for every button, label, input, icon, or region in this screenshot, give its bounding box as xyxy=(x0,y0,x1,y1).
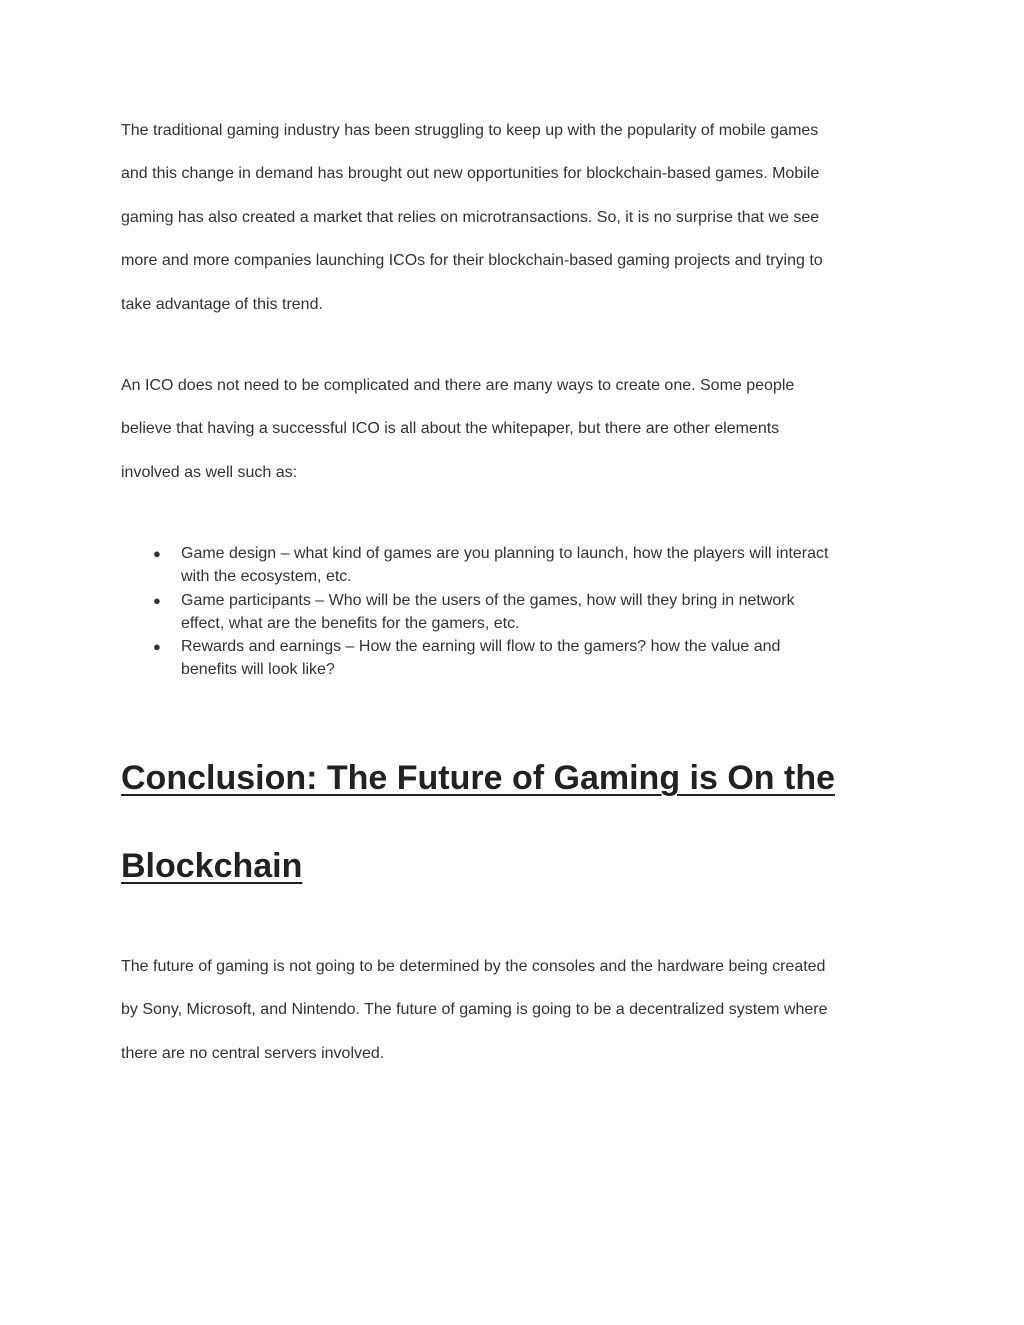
bullet-icon: ● xyxy=(153,592,161,608)
bullet-icon: ● xyxy=(153,639,161,655)
bullet-icon: ● xyxy=(153,546,161,561)
list-item-line: Rewards and earnings – How the earning will flow to the gamers? how the value and xyxy=(181,638,781,656)
list-item-line: with the ecosystem, etc. xyxy=(181,568,352,586)
list-item-line: Game design – what kind of games are you planning to launch, how the players will interact xyxy=(181,545,829,562)
text-line: more and more companies launching ICOs for their blockchain-based gaming projects and trying to xyxy=(121,252,823,270)
text-line: An ICO does not need to be complicated and there are many ways to create one. Some people xyxy=(121,377,795,394)
ico-paragraph xyxy=(121,364,911,494)
list-item-game-participants xyxy=(121,589,911,636)
heading-line: Blockchain xyxy=(121,847,303,885)
text-line: and this change in demand has brought out new opportunities for blockchain-based games. Mobile xyxy=(121,165,820,183)
text-line: there are no central servers involved. xyxy=(121,1044,385,1062)
text-line: The future of gaming is not going to be determined by the consoles and the hardware being created xyxy=(121,958,826,975)
list-item-line: Game participants – Who will be the users of the games, how will they bring in network xyxy=(181,591,795,609)
text-line: involved as well such as: xyxy=(121,463,298,481)
elements-list xyxy=(121,542,911,682)
list-item-game-design xyxy=(121,542,911,589)
intro-paragraph xyxy=(121,109,911,326)
heading-line: Conclusion: The Future of Gaming is On the xyxy=(121,759,835,797)
conclusion-heading xyxy=(121,734,921,910)
list-item-line: effect, what are the benefits for the gamers, etc. xyxy=(181,614,520,632)
list-item-line: benefits will look like? xyxy=(181,661,335,679)
list-item-rewards xyxy=(121,635,911,682)
text-line: gaming has also created a market that relies on microtransactions. So, it is no surprise that we see xyxy=(121,208,820,226)
conclusion-paragraph xyxy=(121,945,911,1075)
text-line: believe that having a successful ICO is all about the whitepaper, but there are other elements xyxy=(121,420,780,438)
text-line: by Sony, Microsoft, and Nintendo. The future of gaming is going to be a decentralized system where xyxy=(121,1001,828,1019)
text-line: The traditional gaming industry has been struggling to keep up with the popularity of mobile games xyxy=(121,122,819,139)
text-line: take advantage of this trend. xyxy=(121,295,323,313)
